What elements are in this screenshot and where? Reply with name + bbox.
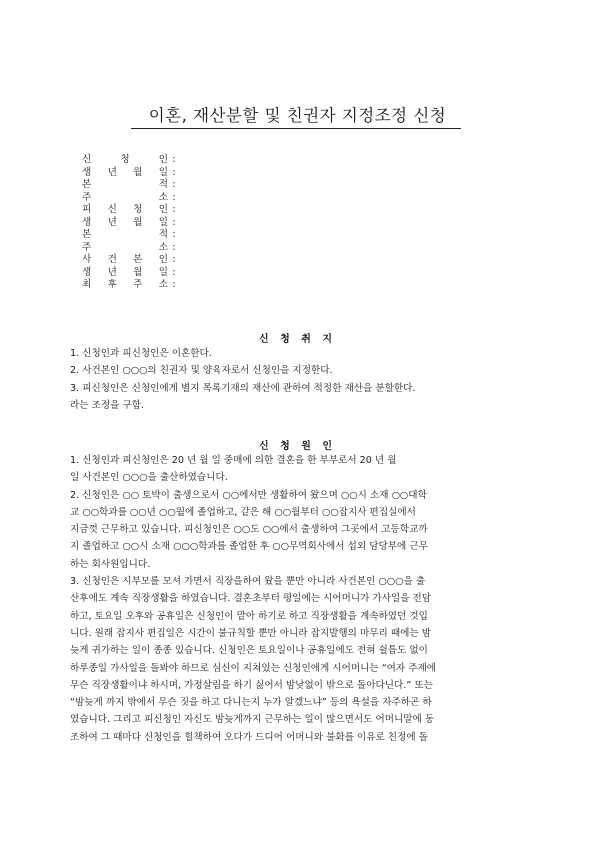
field-label-char: 사 [82, 254, 92, 265]
cause-section [70, 452, 530, 746]
field-label [82, 154, 168, 167]
field-label-char: 일 [158, 266, 168, 278]
field-label-char: 일 [158, 216, 168, 228]
field-label-char: 인 [158, 154, 168, 165]
title-underline [131, 128, 461, 129]
field-label-char: 청 [120, 154, 130, 165]
cause-line: 하고, 토요일 오후와 공휴일은 신청인이 맡아 하기로 하고 직장생활을 계속하였던 것입 [70, 610, 428, 622]
field-row [82, 229, 282, 242]
field-label-char: 청 [133, 204, 143, 215]
field-label-char: 신 [107, 204, 117, 215]
field-row [82, 154, 282, 167]
purpose-heading: 신 청 취 지 [258, 334, 337, 345]
field-label-char: 년 [107, 266, 117, 278]
cause-line: 니다. 원래 잡지사 편집일은 시간이 불규칙할 뿐만 아니라 잡지발행의 마무리 때에는 밤 [70, 627, 431, 639]
field-label-char: 후 [107, 279, 117, 290]
field-label-char: 주 [82, 241, 92, 253]
cause-line: 3. 신청인은 시부모를 모셔 가면서 직장을하여 왔을 뿐만 아니라 사건본인 ○○○을 출 [70, 576, 426, 588]
field-label-char: 인 [158, 254, 168, 265]
cause-line: 산후에도 계속 직장생활을 하였습니다. 결혼초부터 평일에는 시어머니가 가사일을 전담 [70, 593, 432, 605]
field-label-char: 건 [107, 254, 117, 265]
cause-line: 교 ○○학과를 ○○년 ○○월에 졸업하고, 같은 해 ○○월부터 ○○잡지사 편집실에서 [70, 506, 416, 518]
field-colon: : [172, 241, 176, 253]
purpose-item: 2. 사건본인 ○○○의 친권자 및 양육자로서 신청인을 지정한다. [70, 365, 333, 377]
field-label-char: 월 [133, 216, 143, 228]
cause-line: “밤늦게 까지 밖에서 무슨 짓을 하고 다니는지 누가 알겠느냐” 등의 욕설을 자주하곤 하 [70, 697, 432, 709]
field-row [82, 254, 282, 267]
field-label-char: 피 [82, 204, 92, 215]
field-row [82, 217, 282, 230]
purpose-item: 3. 피신청인은 신청인에게 별지 목록기재의 재산에 관하여 적정한 재산을 분할한다. [70, 382, 416, 394]
field-colon: : [172, 216, 176, 228]
field-row [82, 179, 282, 192]
cause-heading: 신 청 원 인 [258, 441, 337, 452]
cause-line: 일 사건본인 ○○○을 출산하였습니다. [70, 472, 228, 484]
field-label-char: 본 [133, 254, 143, 265]
purpose-item: 1. 신청인과 피신청인은 이혼한다. [70, 348, 212, 359]
field-label-char: 일 [158, 166, 168, 178]
document-title: 이혼, 재산분할 및 친권자 지정조정 신청 [148, 106, 447, 125]
field-label [82, 229, 168, 242]
cause-line: 조하여 그 때마다 신청인을 힐책하여 오다가 드디어 어머니와 불화를 이유로 친정에 돌 [70, 731, 428, 743]
field-colon: : [172, 266, 176, 278]
field-label-char: 생 [82, 266, 92, 278]
field-label-char: 소 [158, 279, 168, 290]
field-label-char: 본 [82, 179, 92, 190]
field-label [82, 204, 168, 217]
field-row [82, 204, 282, 217]
cause-line: 2. 신청인은 ○○ 토박이 출생으로서 ○○에서만 생활하여 왔으며 ○○시 소재 ○○대학 [70, 489, 427, 501]
field-label [82, 254, 168, 267]
field-colon: : [172, 179, 176, 190]
field-colon: : [172, 166, 176, 178]
field-colon: : [172, 229, 176, 240]
field-label-char: 년 [107, 216, 117, 228]
field-row [82, 267, 282, 280]
field-label-char: 신 [82, 154, 92, 165]
field-label-char: 주 [133, 279, 143, 290]
cause-line: 늦게 귀가하는 일이 종종 있습니다. 신청인은 토요일이나 공휴일에도 전혀 쉴틈도 없이 [70, 645, 428, 657]
field-label-char: 소 [158, 191, 168, 203]
field-label-char: 인 [158, 204, 168, 215]
field-row [82, 242, 282, 255]
field-label-char: 본 [82, 229, 92, 240]
party-fields [82, 154, 282, 292]
field-label-char: 생 [82, 166, 92, 178]
cause-line: 하는 회사원입니다. [70, 558, 151, 570]
field-row [82, 279, 282, 292]
field-label-char: 최 [82, 279, 92, 290]
field-label [82, 179, 168, 192]
field-row [82, 192, 282, 205]
field-label-char: 소 [158, 241, 168, 253]
field-label-char: 월 [133, 166, 143, 178]
purpose-item: 라는 조정을 구함. [70, 399, 145, 411]
cause-line: 지 졸업하고 ○○시 소재 ○○○학과를 졸업한 후 ○○무역회사에서 섭외 담당부에 근무 [70, 541, 428, 553]
field-colon: : [172, 204, 176, 215]
field-label-char: 적 [158, 179, 168, 190]
field-label-char: 주 [82, 191, 92, 203]
field-colon: : [172, 191, 176, 203]
field-label [82, 192, 168, 205]
cause-line: 무슨 직장생활이냐 하시며, 가정살림을 하기 싫어서 밤낮없이 밖으로 돌아다닌다.” 또는 [70, 679, 433, 691]
field-colon: : [172, 254, 176, 265]
cause-line: 였습니다. 그리고 피신청인 자신도 밤늦게까지 근무하는 일이 많으면서도 어머니말에 동 [70, 714, 435, 726]
field-row [82, 167, 282, 180]
field-label [82, 167, 168, 180]
field-label [82, 217, 168, 230]
field-label [82, 279, 168, 292]
purpose-section [70, 345, 530, 414]
field-label-char: 월 [133, 266, 143, 278]
cause-line: 하루종일 가사일을 돌봐야 하므로 심신이 지쳐있는 신청인에게 시어머니는 “여자 주제에 [70, 662, 437, 674]
field-label-char: 년 [107, 166, 117, 178]
field-label-char: 생 [82, 216, 92, 228]
cause-line: 지금껏 근무하고 있습니다. 피신청인은 ○○도 ○○에서 출생하여 그곳에서 고등학교까 [70, 524, 428, 536]
cause-line: 1. 신청인과 피신청인은 20 년 월 일 중매에 의한 결혼을 한 부부로서 20 년 월 [70, 455, 397, 466]
field-colon: : [172, 154, 176, 165]
field-label [82, 267, 168, 280]
field-label-char: 적 [158, 229, 168, 240]
field-label [82, 242, 168, 255]
field-colon: : [172, 279, 176, 290]
